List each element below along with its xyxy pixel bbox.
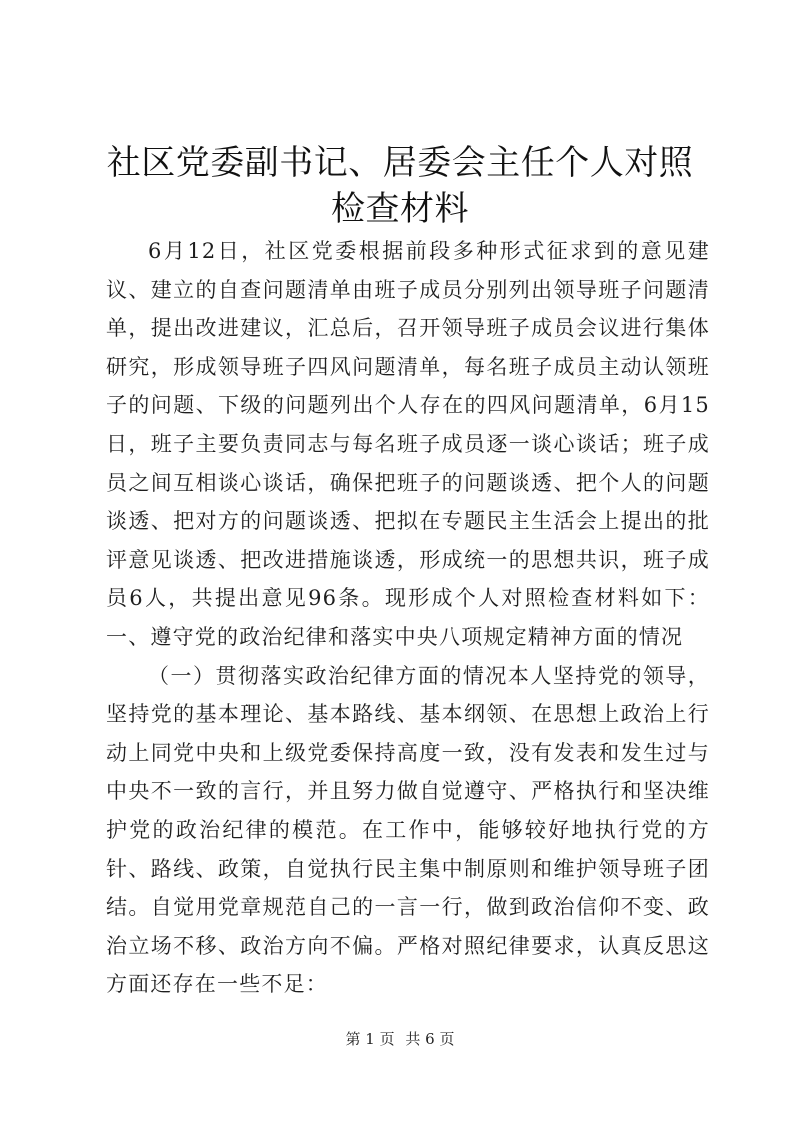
document-body bbox=[106, 232, 710, 1004]
body-paragraph-1: 6月12日，社区党委根据前段多种形式征求到的意见建议、建立的自查问题清单由班子成员分别列出领导班子问题清单，提出改进建议，汇总后，召开领导班子成员会议进行集体研究，形成领导班子四风问题清单，每名班子成员主动认领班子的问题、下级的问题列出个人存在的四风问题清单，6月15日，班子主要负责同志与每名班子成员逐一谈心谈话；班子成员之间互相谈心谈话，确保把班子的问题谈透、把个人的问题谈透、把对方的问题谈透、把拟在专题民主生活会上提出的批评意见谈透、把改进措施谈透，形成统一的思想共识，班子成员6人，共提出意见96条。现形成个人对照检查材料如下：一、遵守党的政治纪律和落实中央八项规定精神方面的情况 bbox=[106, 239, 710, 649]
page-footer bbox=[0, 1029, 800, 1049]
page-number: 第 1 页 bbox=[345, 1030, 395, 1048]
body-paragraph-2: （一）贯彻落实政治纪律方面的情况本人坚持党的领导，坚持党的基本理论、基本路线、基本纲领、在思想上政治上行动上同党中央和上级党委保持高度一致，没有发表和发生过与中央不一致的言行，并且努力做自觉遵守、严格执行和坚决维护党的政治纪律的模范。在工作中，能够较好地执行党的方针、路线、政策，自觉执行民主集中制原则和维护领导班子团结。自觉用党章规范自己的一言一行，做到政治信仰不变、政治立场不移、政治方向不偏。严格对照纪律要求，认真反思这方面还存在一些不足： bbox=[106, 663, 710, 997]
document-title: 社区党委副书记、居委会主任个人对照检查材料 bbox=[106, 143, 694, 229]
page-total: 共 6 页 bbox=[405, 1030, 455, 1048]
